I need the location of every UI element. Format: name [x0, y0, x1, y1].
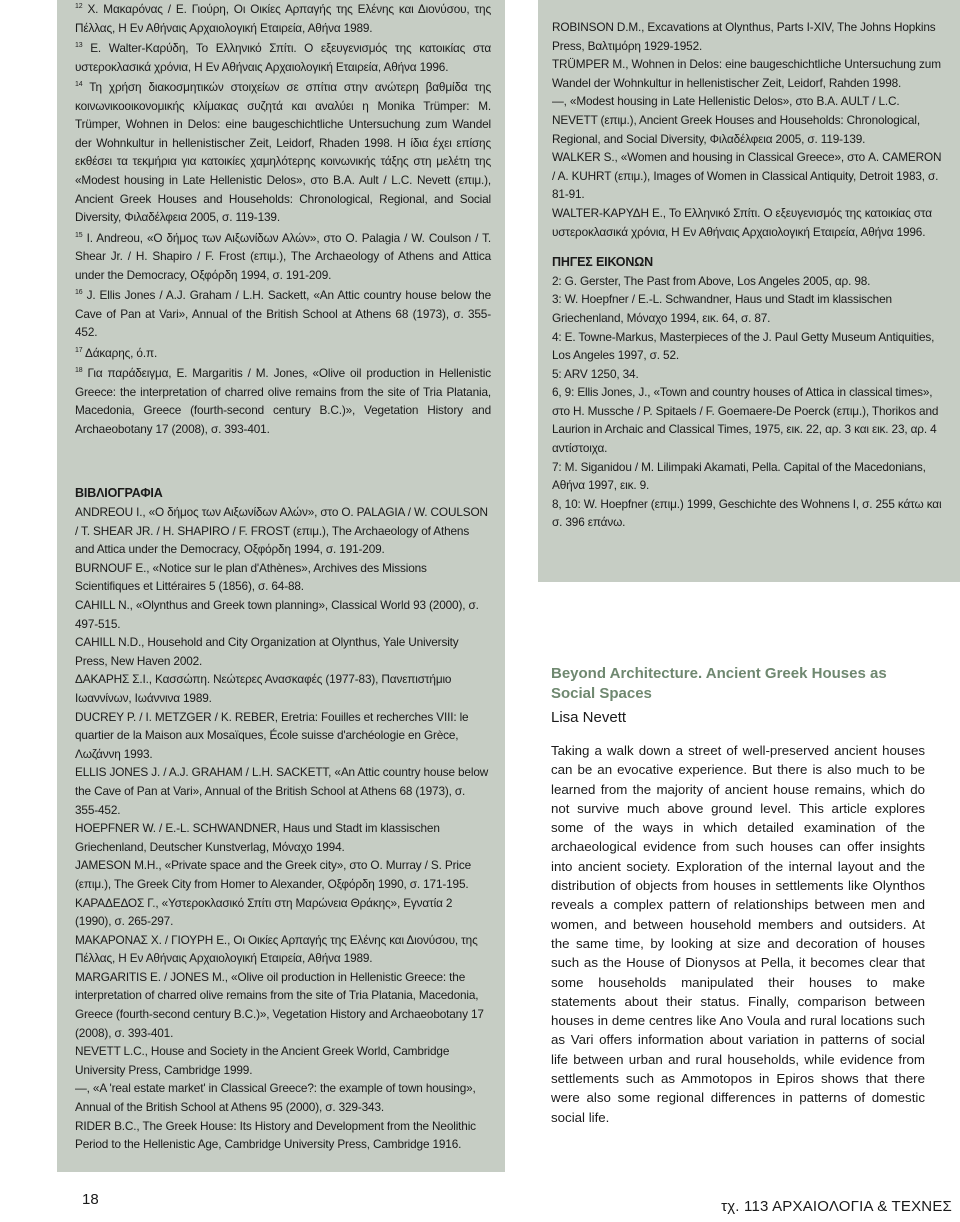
bibliography-entry: ROBINSON D.M., Excavations at Olynthus, Parts I-XIV, The Johns Hopkins Press, Βαλτιμόρη 1929-1952. — [552, 20, 936, 53]
bibliography-entry: BURNOUF E., «Notice sur le plan d'Athènes», Archives des Missions Scientifiques et Littéraires 5 (1856), σ. 64-88. — [75, 560, 427, 594]
bibliography-entry: RIDER B.C., The Greek House: Its History and Development from the Neolithic Period to the Hellenistic Age, Cambridge University Press, Cambridge 1916. — [75, 1118, 476, 1152]
source-entry: 4: E. Towne-Markus, Masterpieces of the J. Paul Getty Museum Antiquities, Los Angeles 1997, σ. 52. — [552, 329, 935, 363]
abstract-body: Taking a walk down a street of well-preserved ancient houses can be an evocative experience. But there is also much to be learned from the majority of ancient house remains, which do not survive much above ground level. This article explores some of the ways in which detailed examination of the archaeological evidence from such houses can offer insights into ancient society. Exploration of the internal layout and the distribution of objects from houses in settlements like Olynthos reveals a complex pattern of relationships between men and women, and between household members and outsiders. At the same time, by looking at size and decoration of houses such as the House of Dionysos at Pella, it becomes clear that some households manipulated their houses to make statements about their status. Finally, comparison between houses in deme centres like Ano Voula and rural locations such as Vari offers information about variation in patterns of social life between urban and rural households, while evidence from settlements such as Ammotopos in Epiros shows that there were also some regional differences in patterns of domestic social life. — [551, 743, 925, 1125]
journal-footer: τχ. 113 ΑΡΧΑΙΟΛΟΓΙΑ & ΤΕΧΝΕΣ — [721, 1198, 952, 1215]
bibliography-entry: ΜΑΚΑΡΟΝΑΣ Χ. / ΓΙΟΥΡΗ Ε., Οι Οικίες Αρπαγής της Ελένης και Διονύσου, της Πέλλας, Η Εν Αθήναις Αρχαιολογική Εταιρεία, Αθήνα 1989. — [75, 932, 478, 966]
bibliography-continued — [552, 18, 944, 241]
abstract-author: Lisa Nevett — [551, 709, 627, 726]
bibliography-entry: DUCREY P. / I. METZGER / K. REBER, Eretria: Fouilles et recherches VIII: le quartier de la Maison aux Mosaïques, École suisse d'archéologie en Grèce, Λωζάννη 1993. — [75, 709, 469, 761]
footnote: $^{13}$ E. Walter-Καρύδη, Το Ελληνικό Σπίτι. Ο εξευγενισμός της κατοικίας στα υστεροκλασικά χρόνια, Η Εν Αθήναις Αρχαιολογική Εταιρεία, Αθήνα 1996. — [75, 40, 491, 74]
bibliography-entry: TRÜMPER M., Wohnen in Delos: eine baugeschichtliche Untersuchung zum Wandel der Wohnkultur in hellenistischer Zeit, Leidorf, Rahden 1998. — [552, 57, 941, 90]
bibliography-entry: HOEPFNER W. / E.-L. SCHWANDNER, Haus und Stadt im klassischen Griechenland, Deutscher Kunstverlag, Μόναχο 1994. — [75, 821, 440, 854]
footnote: $^{14}$ Τη χρήση διακοσμητικών στοιχείων σε σπίτια στην ανώτερη βαθμίδα της κοινωνικοοικονομικής κλίμακας συζητά και αναλύει η Monika Trümper: M. Trümper, Wohnen in Delos: eine baugeschichtliche Untersuchung zum Wandel der Wohnkultur in hellenistischer Zeit, Leidorf, Rhaden 1998. Η ίδια έχει επίσης εκθέσει τα τεκμήρια για κατοικίες χαμηλότερης κοινωνικής τάξης στη μελέτη της «Modest housing in Late Hellenistic Delos», στο B.A. Ault / L.C. Nevett (επιμ.), Ancient Greek Houses and Households: Chronological, Regional, and Social Diversity, Φιλαδέλφεια 2005, σ. 119-139. — [75, 79, 491, 225]
footnote: $^{16}$ J. Ellis Jones / A.J. Graham / L.H. Sackett, «An Attic country house below the Cave of Pan at Vari», Annual of the British School at Athens 68 (1973), σ. 355-452. — [75, 288, 491, 340]
image-sources-title: ΠΗΓΕΣ ΕΙΚΟΝΩΝ — [552, 255, 653, 270]
left-text-panel — [57, 0, 505, 1172]
bibliography-entry: —, «Modest housing in Late Hellenistic Delos», στο B.A. AULT / L.C. NEVETT (επιμ.), Ancient Greek Houses and Households: Chronological, Regional, and Social Diversity, Φιλαδέλφεια 2005, σ. 119-139. — [552, 94, 920, 146]
bibliography-title: ΒΙΒΛΙΟΓΡΑΦΙΑ — [75, 486, 163, 501]
bibliography-entry: WALTER-ΚΑΡΥΔΗ Ε., Το Ελληνικό Σπίτι. Ο εξευγενισμός της κατοικίας στα υστεροκλασικά χρόνια, Η Εν Αθήναις Αρχαιολογική Εταιρεία, Αθήνα 1996. — [552, 205, 932, 239]
footnote: $^{15}$ I. Andreou, «Ο δήμος των Αιξωνίδων Αλών», στο O. Palagia / W. Coulson / T. Shear Jr. / H. Shapiro / F. Frost (επιμ.), The Archaeology of Athens and Attica under the Democracy, Οξφόρδη 1994, σ. 191-209. — [75, 230, 491, 282]
bibliography-entry: CAHILL N.D., Household and City Organization at Olynthus, Yale University Press, New Haven 2002. — [75, 635, 459, 668]
page-number: 18 — [82, 1191, 99, 1208]
bibliography-entry: —, «A 'real estate market' in Classical Greece?: the example of town housing», Annual of the British School at Athens 95 (2000), σ. 329-343. — [75, 1081, 476, 1115]
right-text-panel — [538, 0, 960, 582]
source-entry: 5: ARV 1250, 34. — [552, 366, 639, 381]
source-entry: 6, 9: Ellis Jones, J., «Town and country houses of Attica in classical times», στο H. Mussche / P. Spitaels / F. Goemaere-De Poerck (επιμ.), Thorikos and Laurion in Archaic and Classical Times, 1975, εικ. 22, αρ. 3 και εικ. 23, αρ. 4 αντίστοιχα. — [552, 385, 939, 456]
abstract-title: Beyond Architecture. Ancient Greek Houses as Social Spaces — [551, 665, 887, 702]
bibliography-entry: JAMESON M.H., «Private space and the Greek city», στο O. Murray / S. Price (επιμ.), The Greek City from Homer to Alexander, Οξφόρδη 1990, σ. 171-195. — [75, 858, 472, 891]
bibliography-entry: ΚΑΡΑΔΕΔΟΣ Γ., «Υστεροκλασικό Σπίτι στη Μαρώνεια Θράκης», Εγνατία 2 (1990), σ. 265-297. — [75, 895, 453, 929]
source-entry: 8, 10: W. Hoepfner (επιμ.) 1999, Geschichte des Wohnens I, σ. 255 κάτω και σ. 396 επάνω. — [552, 496, 942, 530]
bibliography-entry: WALKER S., «Women and housing in Classical Greece», στο A. CAMERON / A. KUHRT (επιμ.), Images of Women in Classical Antiquity, Detroit 1983, σ. 81-91. — [552, 150, 942, 202]
footnotes — [75, 0, 491, 438]
bibliography — [75, 484, 491, 1153]
bibliography-entry: NEVETT L.C., House and Society in the Ancient Greek World, Cambridge University Press, Cambridge 1999. — [75, 1044, 450, 1077]
bibliography-entry: ΔΑΚΑΡΗΣ Σ.Ι., Κασσώπη. Νεώτερες Ανασκαφές (1977-83), Πανεπιστήμιο Ιωαννίνων, Ιωάννινα 1989. — [75, 672, 452, 705]
footnote: $^{12}$ Χ. Μακαρόνας / Ε. Γιούρη, Οι Οικίες Αρπαγής της Ελένης και Διονύσου, της Πέλλας, Η Εν Αθήναις Αρχαιολογική Εταιρεία, Αθήνα 1989. — [75, 2, 491, 35]
source-entry: 7: M. Siganidou / M. Lilimpaki Akamati, Pella. Capital of the Macedonians, Αθήνα 1997, εικ. 9. — [552, 459, 926, 493]
bibliography-entry: ELLIS JONES J. / A.J. GRAHAM / L.H. SACKETT, «An Attic country house below the Cave of Pan at Vari», Annual of the British School at Athens 68 (1973), σ. 355-452. — [75, 765, 489, 817]
footnote: $^{18}$ Για παράδειγμα, E. Margaritis / M. Jones, «Olive oil production in Hellenistic Greece: the interpretation of charred olive remains from the site of Tria Platania, Macedonia, Greece (fourth-second century B.C.)», Vegetation History and Archaeobotany 17 (2008), σ. 393-401. — [75, 366, 491, 436]
bibliography-entry: ANDREOU I., «Ο δήμος των Αιξωνίδων Αλών», στο O. PALAGIA / W. COULSON / T. SHEAR JR. / H. SHAPIRO / F. FROST (επιμ.), The Archaeology of Athens and Attica under the Democracy, Οξφόρδη 1994, σ. 191-209. — [75, 505, 488, 557]
bibliography-entry: MARGARITIS E. / JONES M., «Olive oil production in Hellenistic Greece: the interpretation of charred olive remains from the site of Tria Platania, Macedonia, Greece (fourth-second century B.C.)», Vegetation History and Archaeobotany 17 (2008), σ. 393-401. — [75, 969, 484, 1040]
footnote: $^{17}$ Δάκαρης, ό.π. — [75, 345, 158, 360]
source-entry: 2: G. Gerster, The Past from Above, Los Angeles 2005, αρ. 98. — [552, 273, 871, 288]
bibliography-entry: CAHILL N., «Olynthus and Greek town planning», Classical World 93 (2000), σ. 497-515. — [75, 598, 479, 631]
source-entry: 3: W. Hoepfner / E.-L. Schwandner, Haus und Stadt im klassischen Griechenland, Μόναχο 1994, εικ. 64, σ. 87. — [552, 292, 892, 325]
image-sources — [552, 253, 944, 532]
